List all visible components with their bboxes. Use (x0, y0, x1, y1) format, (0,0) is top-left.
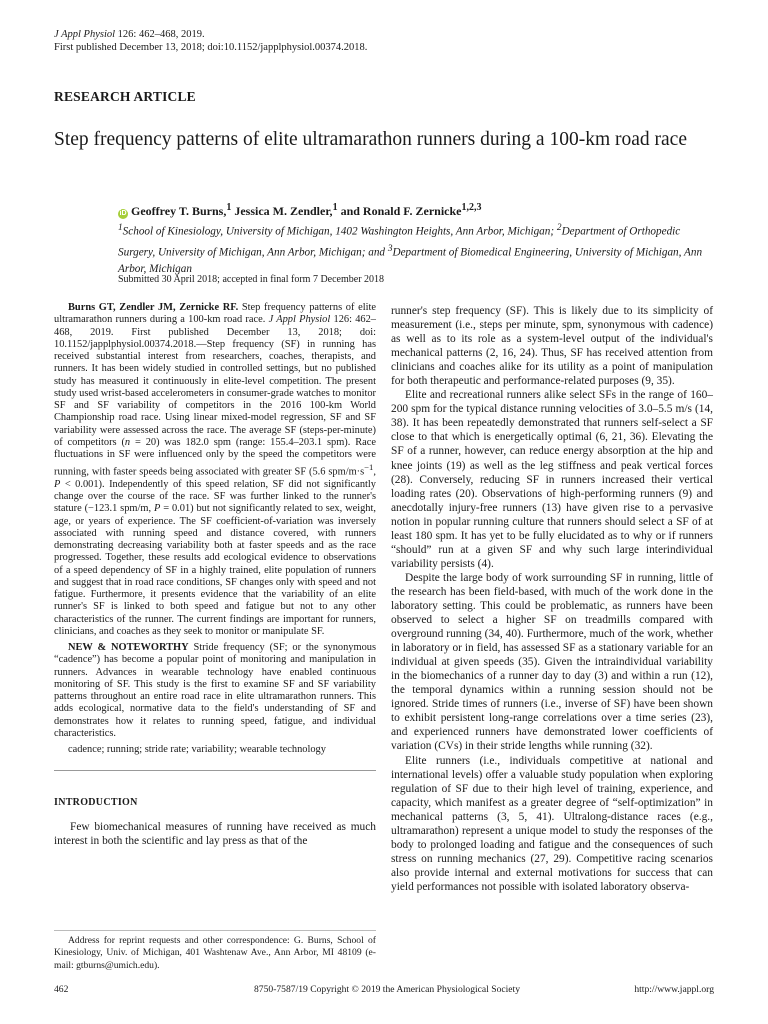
stat-symbol: P (153, 503, 161, 515)
abstract-segment: = 0.01) but not significantly related to sex, weight, age, or years of experience. The SF coefficient-of-variation was inversely associated with running speed and distance covered, with runners demonstrating decreasing variability both at faster speeds and as the race progressed. Together, these results add ecological evidence to observations of a speed dependency of SF in a highly trained, elite population of runners and suggest that in road race conditions, SF changes only with speed and not fatigue. Furthermore, it presents evidence that the variability of an elite runner's SF is linked to both speed and fatigue but not to any other characteristics of the runner. The current findings are important for runners, clinicians, and coaches as they seek to monitor or manipulate SF. (54, 503, 376, 637)
abstract-segment: < 0.001). Independently of this speed relation, SF did not significantly change over the course of the race. SF was further linked to the runner's stature (−123.1 spm/m, (54, 478, 376, 515)
author-affiliation-marker: 1 (226, 202, 232, 213)
new-noteworthy-label: NEW & NOTEWORTHY (68, 642, 189, 654)
journal-url-link[interactable]: http://www.jappl.org (634, 984, 714, 995)
abstract (54, 302, 376, 771)
journal-citation (54, 28, 714, 54)
affiliation-text: Department of Biomedical Engineering, University of Michigan, Ann Arbor, Michigan (118, 246, 703, 276)
affiliation-text: School of Kinesiology, University of Michigan, 1402 Washington Heights, Ann Arbor, Michigan; (122, 225, 557, 238)
affiliation-marker: 1 (118, 223, 123, 233)
new-noteworthy-text: Stride frequency (SF; or the synonymous “cadence”) has become a popular point of monitoring and manipulation in runners. Advances in wearable technology have enabled continuous monitoring of SF. This study is the first to examine SF and SF variability patterns throughout an entire road race in elite ultramarathon runners. This adds ecological, normative data to the field's understanding of SF and demonstrates how it relates to running speed, fatigue, and individual characteristics. (54, 642, 377, 739)
article-title: Step frequency patterns of elite ultramarathon runners during a 100-km road race (54, 129, 687, 150)
stat-symbol: P (54, 478, 61, 490)
page-footer (54, 984, 714, 998)
section-heading-introduction: INTRODUCTION (54, 797, 138, 809)
new-noteworthy (54, 642, 376, 740)
author-list (118, 202, 718, 219)
unit-exponent: −1 (364, 462, 374, 473)
footnote-text: Address for reprint requests and other correspondence: G. Burns, School of Kinesiology, Univ. of Michigan, 401 Washtenaw Ave., Ann Arbor, MI 48109 (e-mail: gtburns@umich.edu). (54, 935, 376, 971)
body-paragraph: Despite the large body of work surrounding SF in running, little of the research has been field-based, with much of the work done in the laboratory setting. This could be problematic, as runners have been observed to select a higher SF on treadmills compared with overground running (34, 40). Furthermore, much of the work, whether in laboratory or in field, has assessed SF as a stationary variable for an individual at given speeds (35). Given the intraindividual variability in the biomechanics of a runner day to day (3) and within a run (12), the temporal dynamics within a running session should not be ignored. Stride times of runners (i.e., inverse of SF) have been shown to exhibit persistent long-range correlations over a time series (23), and experienced runners have demonstrated lower coefficients of variation (CVs) in their stride lengths while running (32). (391, 571, 713, 753)
author-affiliation-marker: 1 (332, 202, 338, 213)
stat-symbol: n (124, 436, 131, 448)
body-paragraph: Elite runners (i.e., individuals competitive at national and international levels) offer a valuable study population when exploring regulation of SF due to their high level of training, experience, and capacity, which manifest as a greater degree of “self-optimization” in mechanical patterns (3, 5, 41). Ultralong-distance races (e.g., ultramarathon) represent a unique model to study the responses of the body to prolonged loading and fatigue and the consequences of such stress on running mechanics (27, 29). Competitive racing scenarios also provide internal and external motivations for success that can yield performances not possible with isolated laboratory observa- (391, 754, 713, 893)
article-type: RESEARCH ARTICLE (54, 89, 196, 104)
keywords: cadence; running; stride rate; variability; wearable technology (54, 744, 376, 771)
citation-line (54, 28, 714, 41)
abstract-text (54, 302, 376, 638)
abstract-segment: 126: 462–468, 2019. First published December 13, 2018; doi: 10.1152/japplphysiol.00374.2018.—Step frequency (SF) in running has received substantial interest from researchers, coaches, therapists, and runners. It has been widely studied in controlled settings, but no published study has measured it continuously in elite-level competition. The present study used wrist-based accelerometers in consumer-grade watches to monitor SF and SF variability of competitors in the 2016 100-km World Championship road race. Using linear mixed-model regression, SF and SF variability were assessed across the race. The average SF (steps-per-minute) of competitors ( (54, 314, 377, 448)
journal-abbrev: J Appl Physiol (54, 29, 116, 40)
author-conjunction: and (340, 204, 360, 218)
abstract-segment: , (373, 466, 376, 478)
right-column (391, 304, 713, 894)
affiliation-text: Department of Orthopedic Surgery, University of Michigan, Ann Arbor, Michigan; and (118, 225, 681, 259)
submission-dates: Submitted 30 April 2018; accepted in final form 7 December 2018 (118, 274, 385, 285)
abstract-segment: Step frequency patterns of elite ultramarathon runners during a 100-km road race. (54, 302, 376, 326)
correspondence-footnote (54, 930, 376, 972)
author-affiliation-marker: 1,2,3 (461, 202, 482, 213)
author-name: Geoffrey T. Burns, (131, 204, 227, 218)
body-paragraph: runner's step frequency (SF). This is likely due to its simplicity of measurement (i.e., steps per minute, spm, synonymous with cadence) as well as to its role as a system-level output of the individual's mechanical patterns (2, 16, 24). Thus, SF has received attention from clinicians and coaches alike for its utility as a point of manipulation for both therapeutic and performance-related purposes (9, 35). (391, 305, 713, 388)
affiliation-marker: 3 (387, 243, 393, 254)
page-number: 462 (54, 984, 69, 995)
body-paragraph: Elite and recreational runners alike select SFs in the range of 160–200 spm for the typical distance running velocities of 3.0–5.5 m/s (14, 38). It has been repeatedly demonstrated that runners self-select a SF close to that which is energetically optimal (6, 21, 36). Elevating the SF of a runner, however, can reduce energy absorption at the hip and knee joints (19) as well as the leg stiffness and peak vertical forces (28). Conversely, reducing SF in runners increased their vertical loading rates (20). Observations of high-performing runners (9) and anecdotally injury-free runners (13) have given rise to a pervasive notion in popular running culture that runners should select a SF of at least 180 spm. It has yet to be fully elucidated as to why or if runners “should” run at a given SF and why such large interindividual variability persists (4). (391, 389, 713, 570)
affiliation-marker: 2 (556, 223, 562, 233)
author-name: Ronald F. Zernicke (362, 204, 462, 218)
affiliations (118, 220, 718, 278)
left-column (54, 302, 376, 848)
journal-abbrev: J Appl Physiol (268, 314, 331, 326)
author-name: Jessica M. Zendler, (234, 204, 333, 218)
abstract-segment: = 20) was 182.0 spm (range: 155.4–203.1 spm). Race fluctuations in SF were influenced only by the speed the competitors were running, with faster speeds being associated with greater SF (5.6 spm/m·s (54, 436, 376, 478)
copyright-line: 8750-7587/19 Copyright © 2019 the American Physiological Society (254, 984, 521, 995)
abstract-lead: Burns GT, Zendler JM, Zernicke RF. (68, 302, 239, 313)
volume-pages: 126: 462–468, 2019. (117, 29, 205, 40)
publication-line: First published December 13, 2018; doi:10.1152/japplphysiol.00374.2018. (54, 42, 368, 53)
orcid-icon[interactable]: iD (119, 210, 127, 217)
body-paragraph: Few biomechanical measures of running have received as much interest in both the scientific and lay press as that of the (54, 820, 376, 847)
